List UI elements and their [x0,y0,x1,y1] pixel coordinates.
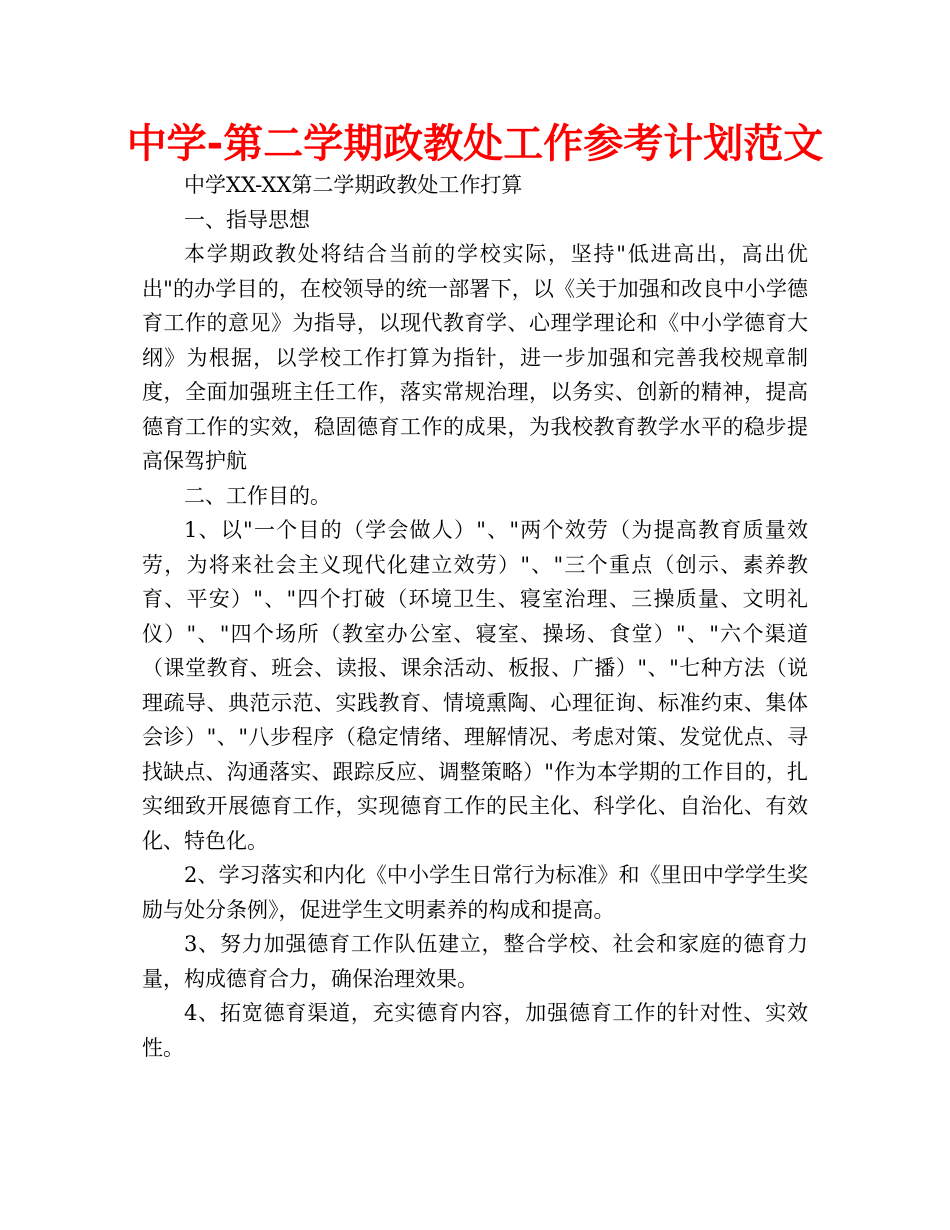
list-item-goal-1: 1、以"一个目的（学会做人）"、"两个效劳（为提高教育质量效劳，为将来社会主义现代化建立效劳）"、"三个重点（创示、素养教育、平安）"、"四个打破（环境卫生、寝室治理、三操质量、文明礼仪）"、"四个场所（教室办公室、寝室、操场、食堂）"、"六个渠道（课堂教育、班会、读报、课余活动、板报、广播）"、"七种方法（说理疏导、典范示范、实践教育、情境熏陶、心理征询、标准约束、集体会诊）"、"八步程序（稳定情绪、理解情况、考虑对策、发觉优点、寻找缺点、沟通落实、跟踪反应、调整策略）"作为本学期的工作目的，扎实细致开展德育工作，实现德育工作的民主化、科学化、自治化、有效化、特色化。 [142,518,808,853]
list-item-goal-2: 2、学习落实和内化《中小学生日常行为标准》和《里田中学学生奖励与处分条例》，促进学生文明素养的构成和提高。 [142,863,808,922]
list-item-goal-3: 3、努力加强德育工作队伍建立，整合学校、社会和家庭的德育力量，构成德育合力，确保治理效果。 [142,932,808,991]
document-body [142,168,808,1065]
document-title: 中学-第二学期政教处工作参考计划范文 [126,121,824,167]
section-heading-guiding-thought: 一、指导思想 [184,207,310,232]
paragraph-guiding-thought: 本学期政教处将结合当前的学校实际，坚持"低进高出，高出优出"的办学目的，在校领导的统一部署下，以《关于加强和改良中小学德育工作的意见》为指导，以现代教育学、心理学理论和《中小学德育大纲》为根据，以学校工作打算为指针，进一步加强和完善我校规章制度，全面加强班主任工作，落实常规治理，以务实、创新的精神，提高德育工作的实效，稳固德育工作的成果，为我校教育教学水平的稳步提高保驾护航 [142,242,808,473]
section-heading-work-goals: 二、工作目的。 [184,483,331,508]
subtitle-line: 中学XX-XX第二学期政教处工作打算 [184,173,523,197]
list-item-goal-4: 4、拓宽德育渠道，充实德育内容，加强德育工作的针对性、实效性。 [142,1001,808,1060]
